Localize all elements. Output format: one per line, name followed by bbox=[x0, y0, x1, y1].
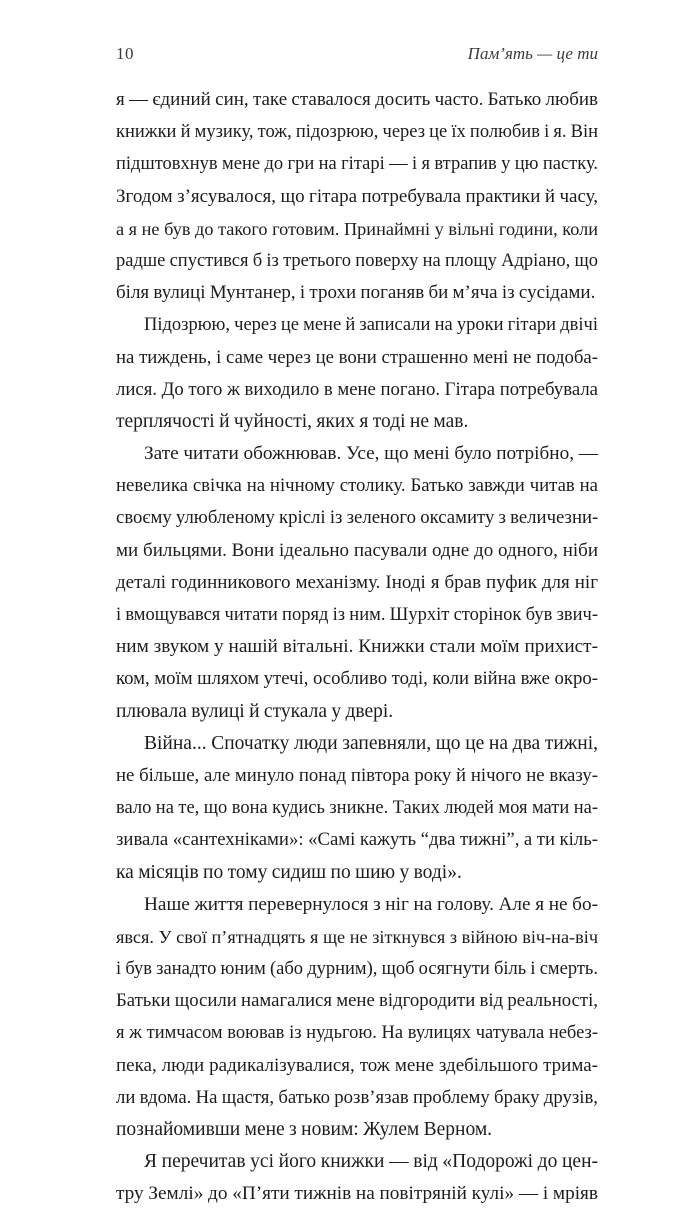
text-line: познайомивши мене з новим: Жулем Верном. bbox=[116, 1119, 493, 1140]
body-text bbox=[116, 84, 598, 1211]
text-line: Зате читати обожнював. Усе, що мені було потрібно, — bbox=[144, 443, 598, 465]
text-line: Я перечитав усі його книжки — від «Подорожі до цен- bbox=[144, 1151, 598, 1173]
text-line: не більше, але минуло понад півтора року й нічого не вказу- bbox=[116, 764, 598, 786]
text-line: явся. У свої п’ятнадцять я ще не зіткнувся з війною віч-на-віч bbox=[116, 926, 598, 947]
text-line: зивала «сантехніками»: «Самі кажуть “два тижні”, а ти кіль- bbox=[116, 829, 598, 851]
running-title: Пам’ять — це ти bbox=[467, 44, 598, 63]
text-line: терплячості й чуйності, яких я тоді не мав. bbox=[116, 410, 469, 432]
text-line: і вмощувався читати поряд із ним. Шурхіт сторінок був звич- bbox=[116, 605, 598, 625]
text-line: а я не був до такого готовим. Принаймні у вільні години, коли bbox=[116, 218, 598, 239]
text-line: підштовхнув мене до гри на гітарі — і я втрапив у цю пастку. bbox=[116, 154, 598, 175]
text-line: ком, моїм шляхом утечі, особливо тоді, коли війна вже окро- bbox=[116, 668, 598, 690]
text-line: Наше життя перевернулося з ніг на голову. Але я не бо- bbox=[144, 893, 598, 915]
page-number: 10 bbox=[116, 44, 134, 63]
text-line: Війна... Спочатку люди запевняли, що це на два тижні, bbox=[144, 732, 598, 754]
text-line: лися. До того ж виходило в мене погано. Гітара потребувала bbox=[116, 378, 598, 400]
text-line: ним звуком у нашій вітальні. Книжки стали моїм прихист- bbox=[116, 636, 598, 658]
text-line: Підозрюю, через це мене й записали на уроки гітари двічі bbox=[144, 315, 598, 336]
page-header bbox=[116, 44, 598, 68]
text-line: вало на те, що вона кудись зникне. Таких людей моя мати на- bbox=[116, 798, 598, 819]
text-line: я ж тимчасом воював із нудьгою. На вулицях чатувала небез- bbox=[116, 1023, 598, 1044]
text-line: своєму улюбленому кріслі із зеленого оксамиту з величезни- bbox=[116, 507, 599, 529]
text-line: тру Землі» до «П’яти тижнів на повітряній кулі» — і мріяв bbox=[116, 1183, 598, 1205]
text-line: книжки й музику, тож, підозрюю, через це їх полюбив і я. Він bbox=[116, 122, 598, 143]
text-line: біля вулиці Мунтанер, і трохи поганяв би м’яча із сусідами. bbox=[116, 282, 596, 304]
text-line: і був занадто юним (або дурним), щоб осягнути біль і смерть. bbox=[116, 959, 598, 980]
text-line: на тиждень, і саме через це вони страшенно мені не подоба- bbox=[116, 346, 598, 368]
text-line: ли вдома. На щастя, батько розв’язав проблему браку друзів, bbox=[116, 1086, 598, 1108]
text-line: радше спустився б із третього поверху на площу Адріано, що bbox=[116, 250, 598, 271]
text-line: деталі годинникового механізму. Іноді я брав пуфик для ніг bbox=[116, 571, 598, 593]
text-line: ка місяців по тому сидиш по шию у воді». bbox=[116, 861, 462, 883]
text-line: Згодом з’ясувалося, що гітара потребувала практики й часу, bbox=[116, 185, 598, 207]
text-line: Батьки щосили намагалися мене відгородити від реальності, bbox=[116, 990, 598, 1012]
text-line: пека, люди радикалізувалися, тож мене здебільшого трима- bbox=[116, 1054, 598, 1076]
text-line: я — єдиний син, таке ставалося досить часто. Батько любив bbox=[116, 89, 598, 110]
text-line: плювала вулиці й стукала у двері. bbox=[116, 700, 394, 722]
text-line: ми бильцями. Вони ідеально пасували одне до одного, ніби bbox=[116, 539, 598, 561]
text-line: невелика свічка на нічному столику. Батько завжди читав на bbox=[116, 475, 598, 497]
